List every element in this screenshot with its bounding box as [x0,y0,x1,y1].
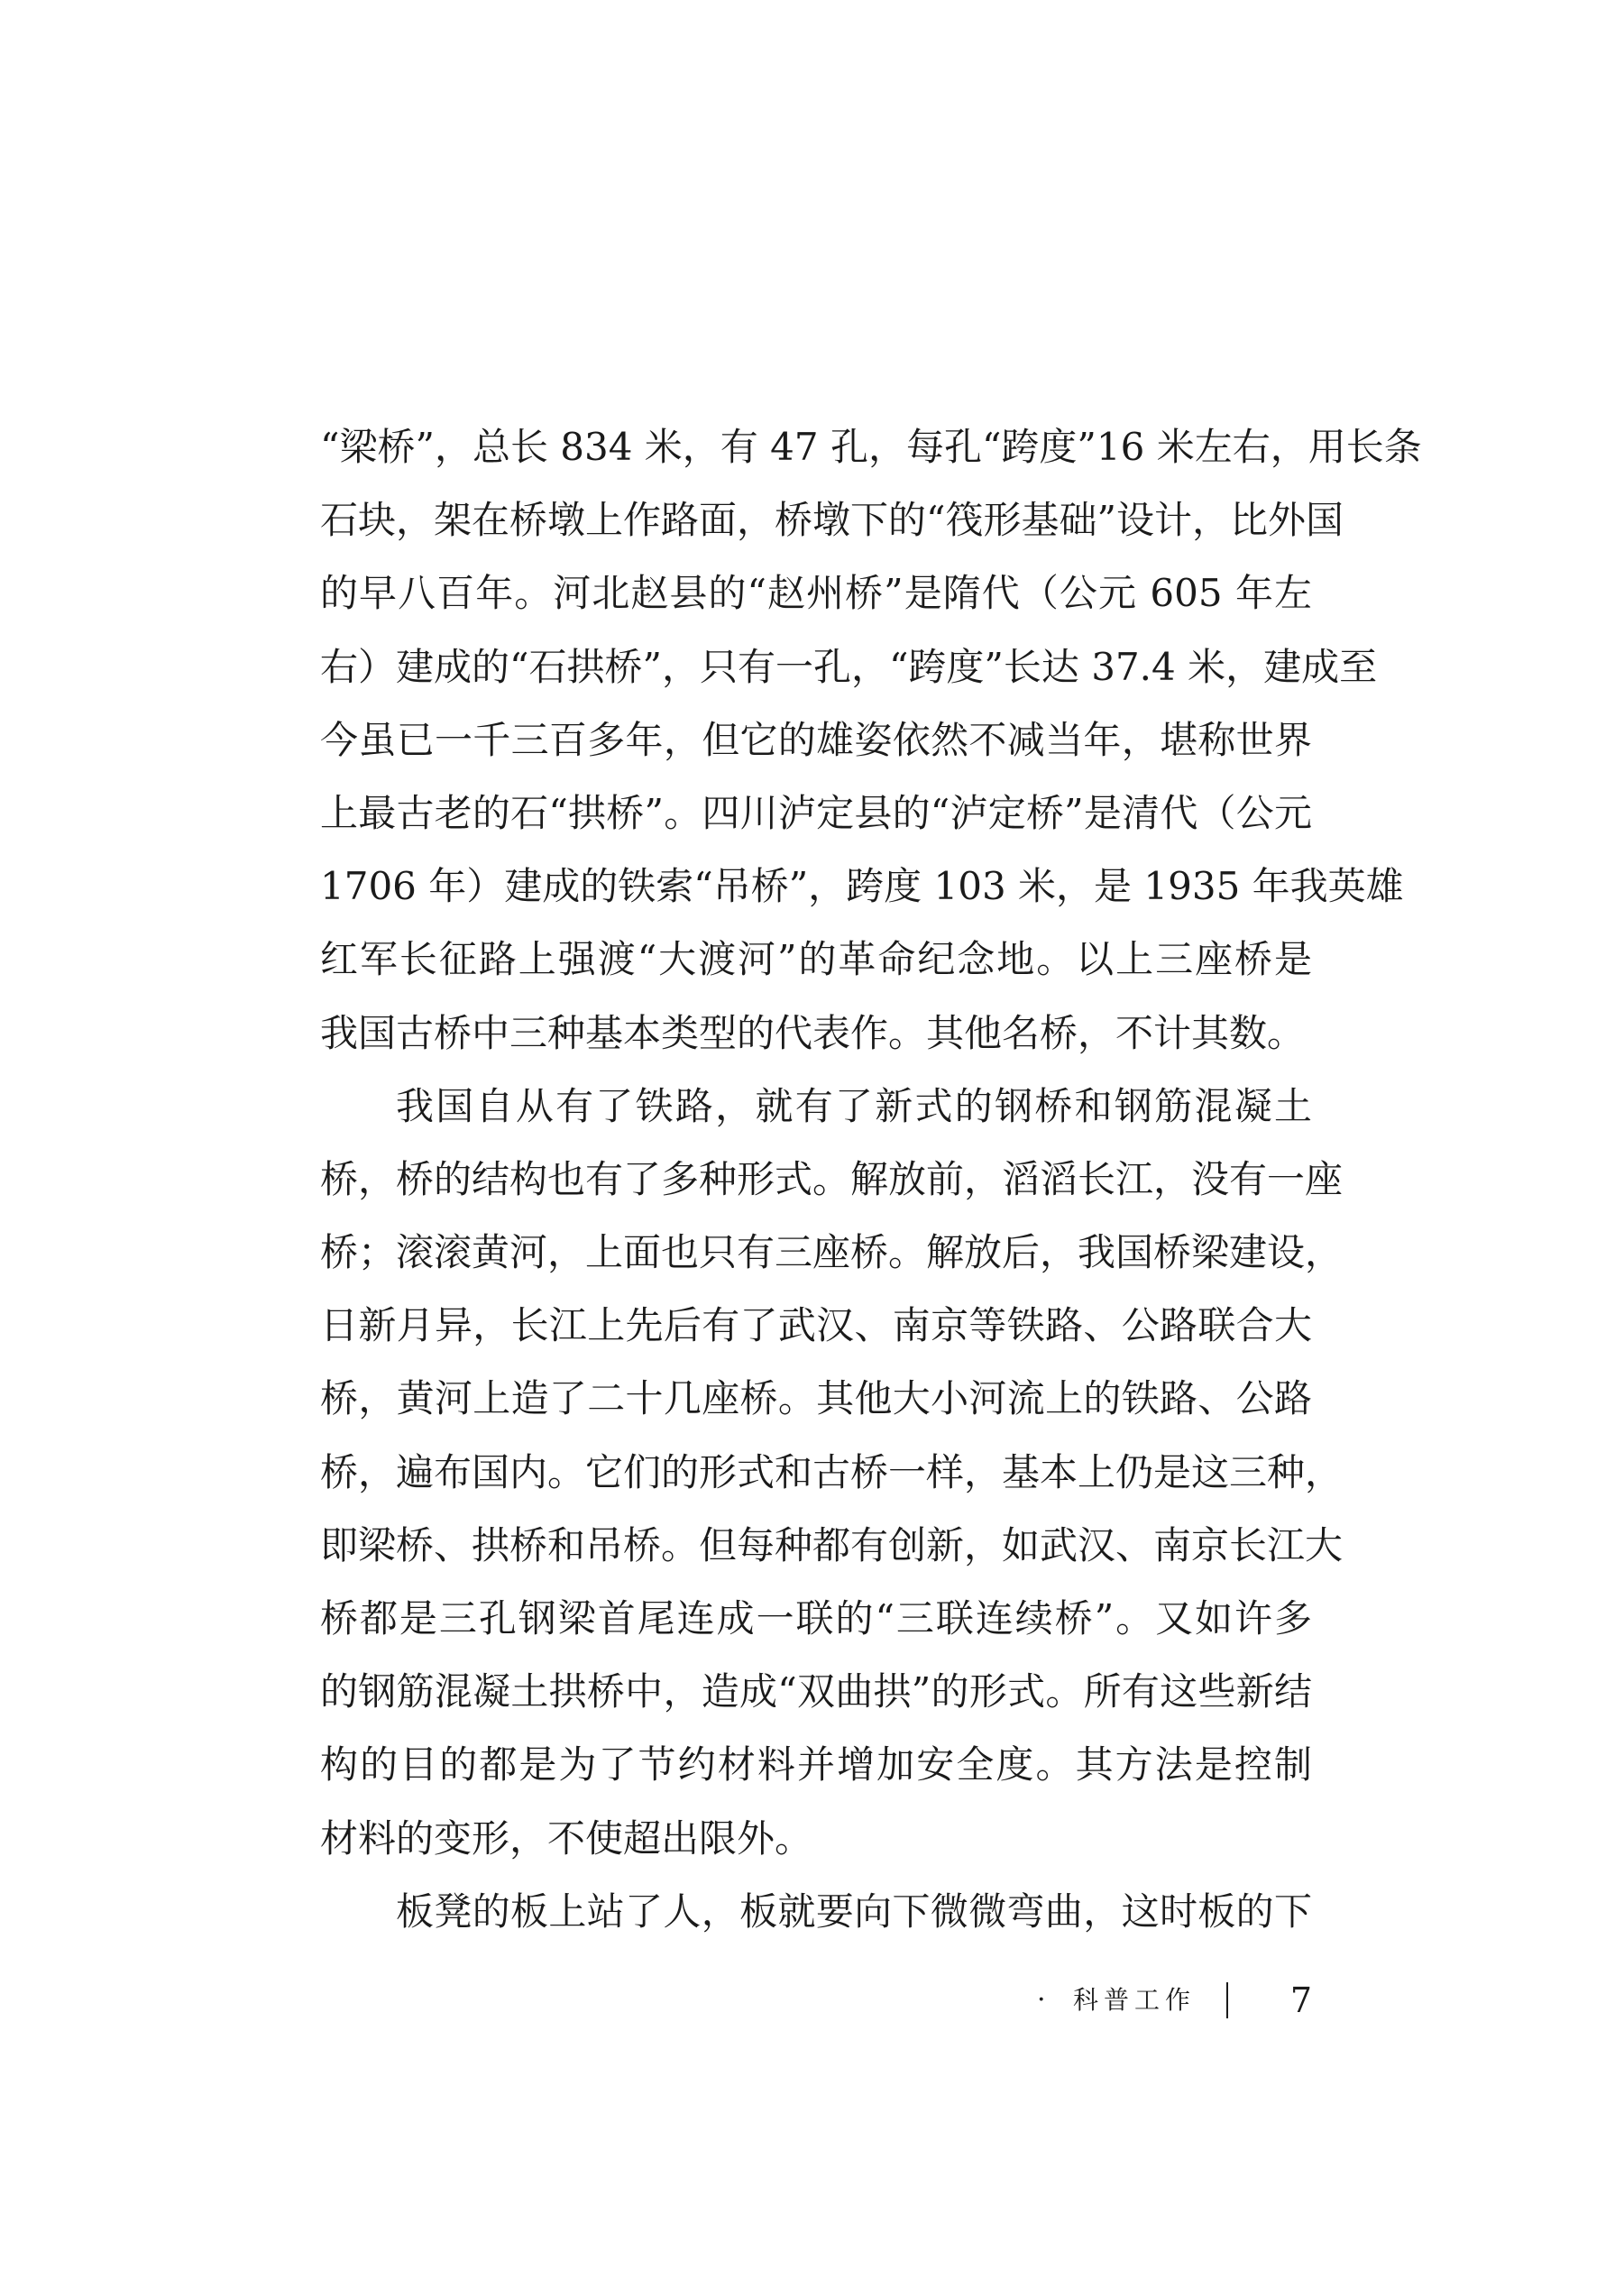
text-line: 日新月异，长江上先后有了武汉、南京等铁路、公路联合大 [320,1303,1312,1348]
text-line: “梁桥”，总长 834 米，有 47 孔，每孔“跨度”16 米左右，用长条 [320,425,1422,469]
footer-dot: · [1037,1984,1046,2016]
text-line: 桥，黄河上造了二十几座桥。其他大小河流上的铁路、公路 [320,1376,1312,1421]
page-footer [1037,1973,1312,2027]
page-number: 7 [1289,1980,1312,2020]
text-line: 1706 年）建成的铁索“吊桥”，跨度 103 米，是 1935 年我英雄 [320,864,1404,909]
text-line: 的早八百年。河北赵县的“赵州桥”是隋代（公元 605 年左 [320,571,1312,616]
text-line: 石块，架在桥墩上作路面，桥墩下的“筏形基础”设计，比外国 [320,498,1344,543]
text-line: 桥都是三孔钢梁首尾连成一联的“三联连续桥”。又如许多 [320,1596,1312,1640]
text-line: 桥，桥的结构也有了多种形式。解放前，滔滔长江，没有一座 [320,1156,1344,1201]
text-line: 即梁桥、拱桥和吊桥。但每种都有创新，如武汉、南京长江大 [320,1522,1344,1567]
text-line: 上最古老的石“拱桥”。四川泸定县的“泸定桥”是清代（公元 [320,790,1312,835]
text-line: 右）建成的“石拱桥”，只有一孔，“跨度”长达 37.4 米，建成至 [320,644,1378,689]
body-text [320,410,1422,1948]
text-line: 构的目的都是为了节约材料并增加安全度。其方法是控制 [320,1742,1312,1787]
text-line: 今虽已一千三百多年，但它的雄姿依然不减当年，堪称世界 [320,717,1312,762]
paragraph-first-line: 板凳的板上站了人，板就要向下微微弯曲，这时板的下 [396,1888,1312,1934]
text-line: 我国古桥中三种基本类型的代表作。其他名桥，不计其数。 [320,1010,1306,1055]
text-line: 桥；滚滚黄河，上面也只有三座桥。解放后，我国桥梁建设， [320,1230,1344,1275]
text-line: 的钢筋混凝土拱桥中，造成“双曲拱”的形式。所有这些新结 [320,1669,1312,1714]
footer-divider [1226,1982,1228,2018]
text-line: 材料的变形，不使超出限外。 [320,1815,813,1861]
running-footer-title: 科普工作 [1073,1985,1197,2015]
text-line: 红军长征路上强渡“大渡河”的革命纪念地。以上三座桥是 [320,937,1312,982]
text-line: 桥，遍布国内。它们的形式和古桥一样，基本上仍是这三种， [320,1449,1344,1494]
paragraph-first-line: 我国自从有了铁路，就有了新式的钢桥和钢筋混凝土 [396,1083,1312,1128]
